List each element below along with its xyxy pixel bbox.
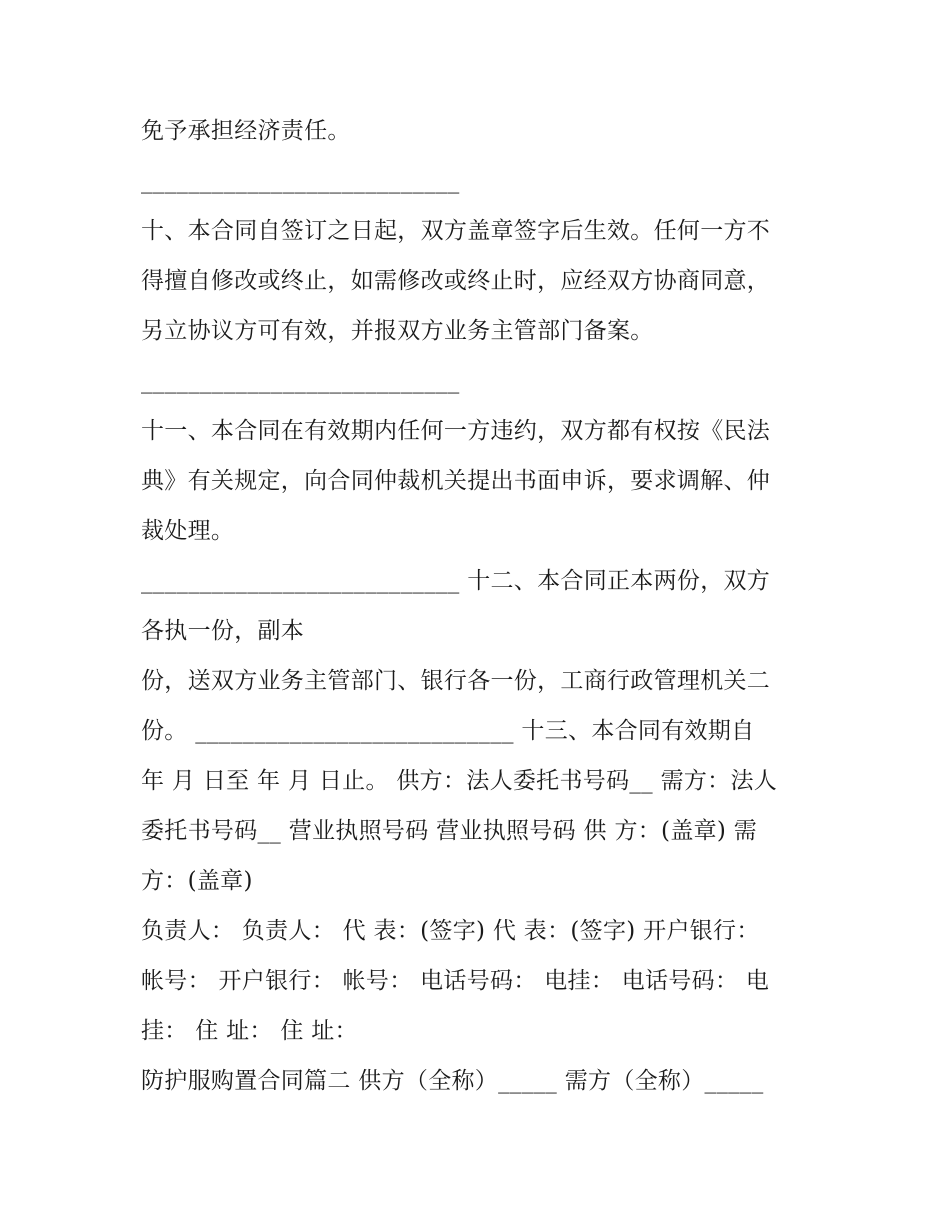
text-line: 负责人： 负责人： 代 表：(签字) 代 表：(签字) 开户银行： [141, 918, 760, 944]
text-line: 得擅自修改或终止，如需修改或终止时，应经双方协商同意， [141, 268, 771, 294]
text-line: 方：(盖章) [141, 868, 253, 894]
text-line: 各执一份，副本 [141, 618, 305, 644]
text-line: 十一、本合同在有效期内任何一方违约，双方都有权按《民法 [141, 418, 771, 444]
text-line: ___________________________ 十二、本合同正本两份，双方 [141, 568, 771, 594]
text-line: 帐号： 开户银行： 帐号： 电话号码： 电挂： 电话号码： 电 [141, 968, 770, 994]
text-line: 份，送双方业务主管部门、银行各一份，工商行政管理机关二 [141, 668, 771, 694]
text-line: 份。 ___________________________ 十三、本合同有效期自 [141, 718, 755, 744]
text-line: 免予承担经济责任。 [141, 118, 351, 144]
separator-line: ___________________________ [141, 368, 460, 394]
text-line: 典》有关规定，向合同仲裁机关提出书面申诉，要求调解、仲 [141, 468, 771, 494]
separator-line: ___________________________ [141, 168, 460, 194]
text-line: 年 月 日至 年 月 日止。 供方：法人委托书号码__ 需方：法人 [141, 768, 778, 794]
document-body [141, 106, 821, 1106]
text-line: 裁处理。 [141, 518, 235, 544]
text-line: 十、本合同自签订之日起，双方盖章签字后生效。任何一方不 [141, 218, 771, 244]
text-line: 挂： 住 址： 住 址： [141, 1018, 358, 1044]
text-line: 委托书号码__ 营业执照号码 营业执照号码 供 方：(盖章) 需 [141, 818, 758, 844]
text-line: 防护服购置合同篇二 供方（全称）_____ 需方（全称）_____ [141, 1068, 764, 1094]
text-line: 另立协议方可有效，并报双方业务主管部门备案。 [141, 318, 654, 344]
